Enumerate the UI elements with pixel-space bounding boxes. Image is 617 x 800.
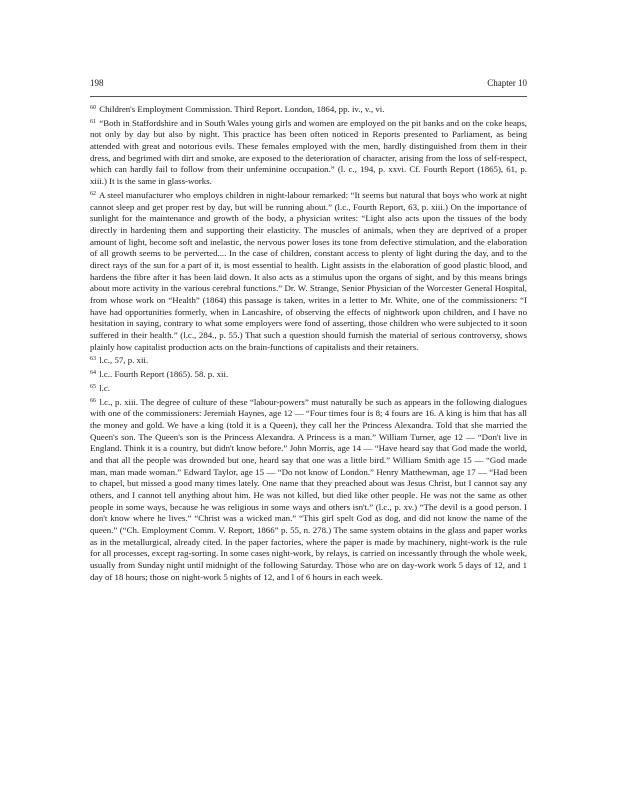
footnote-text: A steel manufacturer who employs children in night-labour remarked: “It seems but natural that boys who work at night cannot sleep and get proper rest by day, but will be running about.” (l.c., Fourth Report, 63, p. xiii.) On the importance of sunlight for the maintenance and growth of the body, a physician writes: “Light also acts upon the tissues of the body directly in hardening them and supporting their elasticity. The muscles of animals, when they are deprived of a proper amount of light, become soft and inelastic, the nervous power loses its tone from defective stimulation, and the elaboration of all growth seems to be perverted.... In the case of children, constant access to plenty of light during the day, and to the direct rays of the sun for a part of it, is most essential to health. Light assists in the elaboration of good plastic blood, and hardens the fibre after it has been laid down. It also acts as a stimulus upon the organs of sight, and by this means brings about more activity in the various cerebral functions.” Dr. W. Strange, Senior Physician of the Worcester General Hospital, from whose work on “Health” (1864) this passage is taken, writes in a letter to Mr. White, one of the commissioners: “I have had opportunities formerly, when in Lancashire, of observing the effects of nightwork upon children, and I have no hesitation in saying, contrary to what some employers were fond of asserting, those children who were subjected to it soon suffered in their health.” (l.c., 284., p. 55.) That such a question should furnish the material of serious controversy, shows plainly how capitalist production acts on the brain-functions of capitalists and their retainers.	[90, 189, 527, 352]
footnote-number: 66	[90, 397, 96, 404]
footnote-62	[90, 190, 527, 354]
footnote-number: 63	[90, 356, 96, 363]
footnote-text: l.c., p. xiii. The degree of culture of these “labour-powers” must naturally be such as appears in the following dialogues with one of the commissioners: Jeremiah Haynes, age 12 — “Four times four is 8; 4 fours are 16. A king is him that has all the money and gold. We have a king (told it is a Queen), they call her the Princess Alexandra. Told that she married the Queen's son. The Queen's son is the Princess Alexandra. A Princess is a man.” William Turner, age 12 — “Don't live in England. Think it is a country, but didn't know before.” John Morris, age 14 — “Have heard say that God made the world, and that all the people was drownded but one, heard say that one was a little bird.” William Smith age 15 — “God made man, man made woman.” Edward Taylor, age 15 — “Do not know of London.” Henry Matthewman, age 17 — “Had been to chapel, but missed a good many times lately. One name that they preached about was Jesus Christ, but I cannot say any others, and I cannot tell anything about him. He was not killed, but died like other people. He was not the same as other people in some ways, because he was religious in some ways and others isn't.” (l.c., p. xv.) “The devil is a good person. I don't know where he lives.” “Christ was a wicked man.” “This girl spelt God as dog, and did not know the name of the queen.” (“Ch. Employment Comm. V. Report, 1866” p. 55, n. 278.) The same system obtains in the glass and paper works as in the metallurgical, already cited. In the paper factories, where the paper is made by machinery, night-work is the rule for all processes, except rag-sorting. In some cases night-work, by relays, is carried on incessantly through the whole week, usually from Sunday night until midnight of the following Saturday. Those who are on day-work work 5 days of 12, and 1 day of 18 hours; those on night-work 5 nights of 12, and l of 6 hours in each week.	[90, 396, 527, 582]
footnote-number: 64	[90, 370, 96, 377]
page-header	[90, 76, 527, 90]
footnote-63	[90, 355, 527, 367]
chapter-label: Chapter 10	[487, 78, 527, 88]
footnote-text: l.c., 57, p. xii.	[99, 355, 149, 366]
footnote-number: 62	[90, 190, 96, 197]
footnote-text: l.c.	[99, 382, 111, 393]
footnote-number: 65	[90, 383, 96, 390]
footnote-61	[90, 118, 527, 188]
footnote-number: 60	[90, 105, 96, 111]
header-rule	[90, 96, 527, 97]
footnotes	[90, 104, 527, 586]
page-number: 198	[90, 78, 104, 88]
footnote-number: 61	[90, 118, 96, 125]
footnote-text: l.c.. Fourth Report (1865). 58. p. xii.	[99, 369, 229, 380]
footnote-60	[90, 104, 527, 116]
footnote-text: Children's Employment Commission. Third Report. London, 1864, pp. iv., v., vi.	[99, 104, 385, 114]
footnote-64	[90, 369, 527, 381]
footnote-66	[90, 397, 527, 584]
footnote-text: “Both in Staffordshire and in South Wales young girls and women are employed on the pit banks and on the coke heaps, not only by day but also by night. This practice has been often noticed in Reports presented to Parliament, as being attended with great and notorious evils. These females employed with the men, hardly distinguished from them in their dress, and begrimed with dirt and smoke, are exposed to the deterioration of character, arising from the loss of self-respect, which can hardly fail to follow from their unfeminine occupation.” (l. c., 194, p. xxvi. Cf. Fourth Report (1865), 61, p. xiii.) It is the same in glass-works.	[90, 117, 527, 187]
footnote-65	[90, 383, 527, 395]
